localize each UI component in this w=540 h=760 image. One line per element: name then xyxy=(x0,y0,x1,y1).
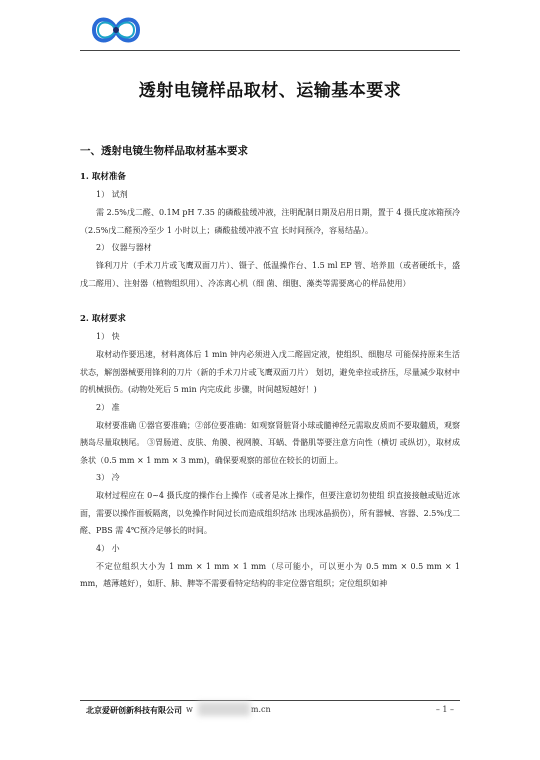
footer-url-suffix: m.cn xyxy=(250,705,271,714)
header-divider xyxy=(80,50,460,51)
item-label-fast: 1） 快 xyxy=(96,332,120,341)
redaction-blur xyxy=(198,702,250,716)
item-label-small: 4） 小 xyxy=(96,543,120,553)
item-label-accurate: 2） 准 xyxy=(96,402,120,412)
paragraph-accurate: 取材要准确 ①器官要准确；②部位要准确：如观察肾脏肾小球或髓神经元需取皮质而不要取髓质，观察胰岛尽量取胰尾。 ③胃肠道、皮肤、角膜、视网膜、耳蜗、骨骼肌等要注意方向性（横切 或纵切），取材成条状（0.5 mm × 1 mm × 3 mm)，确保要观察的部位在较长的切面上。 xyxy=(80,420,460,465)
footer-divider xyxy=(80,700,460,701)
paragraph-instruments: 锋利刀片（手术刀片或飞鹰双面刀片）、镊子、低温操作台、1.5 ml EP 管、培养皿（或者硬纸卡，盛戊二醛用）、注射器（植物组织用）、冷冻离心机（细 菌、细胞、藻类等需要离心的样品使用） xyxy=(80,261,460,288)
item-label-cold: 3） 冷 xyxy=(96,473,120,482)
company-logo-icon xyxy=(86,10,146,50)
part-heading-requirements: 2. 取材要求 xyxy=(80,314,126,324)
part-heading-preparation: 1. 取材准备 xyxy=(80,172,126,182)
section-heading: 一、透射电镜生物样品取材基本要求 xyxy=(80,145,248,157)
item-label-instruments: 2） 仪器与器材 xyxy=(96,243,152,252)
document-body xyxy=(80,130,460,593)
document-title: 透射电镜样品取材、运输基本要求 xyxy=(138,81,402,101)
footer-company-name: 北京爱研创新科技有限公司 xyxy=(86,706,182,715)
footer-url-prefix: w xyxy=(186,705,193,714)
paragraph-fast: 取材动作要迅速，材料离体后 1 min 钟内必须进入戊二醛固定液，使组织、细胞尽 可能保持原来生活状态，解剖器械要用锋利的刀片（新的手术刀片或飞鹰双面刀片） 划切，避免牵拉或挤压，尽量减少取材中的机械损伤。(动物处死后 5 min 内完成此 步骤，时间越短越好！) xyxy=(80,350,460,394)
item-label-reagents: 1） 试剂 xyxy=(96,190,128,199)
paragraph-reagents: 需 2.5%戊二醛、0.1M pH 7.35 的磷酸盐缓冲液，注明配制日期及启用日期，置于 4 摄氏度冰箱预冷（2.5%戊二醛预冷至少 1 小时以上；磷酸盐缓冲液不宜 长时间预冷，容易结晶）。 xyxy=(80,208,460,235)
paragraph-cold: 取材过程应在 0~4 摄氏度的操作台上操作（或者是冰上操作，但要注意切勿使组 织直接接触或贴近冰面，需要以操作面板隔离，以免操作时间过长而造成组织结冰 出现冰晶损伤），所有器械、容器、2.5%戊二醛、PBS 需 4℃预冷足够长的时间。 xyxy=(80,491,460,535)
page-number: – 1 – xyxy=(435,705,454,714)
paragraph-small: 不定位组织大小为 1 mm × 1 mm × 1 mm（尽可能小，可以更小为 0.5 mm × 0.5 mm × 1 mm，越薄越好），如肝、肺、脾等不需要看特定结构的非定位器官组织；定位组织如神 xyxy=(80,561,460,588)
